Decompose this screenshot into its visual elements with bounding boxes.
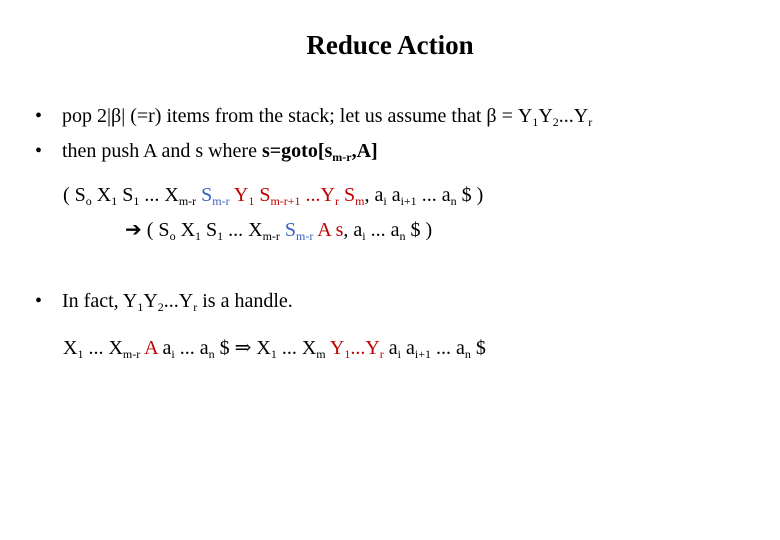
formula-text: ...Y xyxy=(558,105,589,127)
formula-text: | (=r) items from the stack; let us assume that xyxy=(121,105,487,127)
subscript-text: i+1 xyxy=(414,347,432,361)
subscript-text: 1 xyxy=(270,347,277,361)
formula-text: then push A and s where xyxy=(62,140,262,162)
subscript-text: i xyxy=(362,229,366,243)
configuration-before xyxy=(63,183,483,207)
formula-text: $ ) xyxy=(405,219,433,241)
right-arrow-icon: ➔ xyxy=(125,219,142,241)
formula-text: is a handle. xyxy=(197,290,293,312)
subscript-text: 2 xyxy=(552,115,559,129)
configuration-after xyxy=(125,218,432,242)
formula-text: ... X xyxy=(83,337,123,359)
subscript-text: i xyxy=(397,347,402,361)
formula-text: A s xyxy=(313,219,344,241)
bullet-pop xyxy=(35,104,592,128)
subscript-text: m-r xyxy=(178,194,197,208)
implies-arrow-icon: ⇒ xyxy=(234,337,252,359)
formula-text: ... X xyxy=(276,337,317,359)
subscript-text: m xyxy=(355,194,365,208)
formula-text: Y xyxy=(325,337,345,359)
bullet-marker: • xyxy=(35,140,43,162)
subscript-text: m-r xyxy=(262,229,280,243)
formula-text: $ ) xyxy=(456,184,484,206)
subscript-text: 1 xyxy=(344,347,351,361)
formula-text: Y xyxy=(143,290,158,312)
formula-text: $ xyxy=(214,337,235,359)
formula-text: a xyxy=(383,337,398,359)
formula-text: ... a xyxy=(174,337,209,359)
subscript-text: 1 xyxy=(532,115,539,129)
formula-text: $ xyxy=(470,337,486,359)
formula-text: , a xyxy=(364,184,384,206)
bullet-marker: • xyxy=(35,105,43,127)
formula-text: ... X xyxy=(139,184,179,206)
formula-text: ...Y xyxy=(163,290,194,312)
formula-text: ( S xyxy=(141,219,170,241)
formula-text: ,A] xyxy=(351,140,378,162)
subscript-text: n xyxy=(399,229,406,243)
formula-text: ...Y xyxy=(350,337,380,359)
formula-text: X xyxy=(251,337,271,359)
formula-text: pop 2| xyxy=(62,105,112,127)
formula-text: S xyxy=(196,184,213,206)
subscript-text: m-r xyxy=(332,150,352,164)
subscript-text: n xyxy=(450,194,457,208)
formula-text: a xyxy=(386,184,401,206)
subscript-text: m-r xyxy=(212,194,230,208)
subscript-text: 1 xyxy=(133,194,140,208)
subscript-text: r xyxy=(334,194,339,208)
beta-symbol: β xyxy=(111,105,122,127)
formula-text: a xyxy=(401,337,415,359)
formula-text: a xyxy=(157,337,172,359)
formula-text: In fact, Y xyxy=(62,290,138,312)
subscript-text: 1 xyxy=(111,194,118,208)
slide-title: Reduce Action xyxy=(306,30,474,60)
bullet-handle xyxy=(35,289,293,313)
subscript-text: r xyxy=(193,300,198,314)
subscript-text: 1 xyxy=(137,300,144,314)
subscript-text: m-r xyxy=(296,229,314,243)
subscript-text: o xyxy=(85,194,92,208)
formula-text: S xyxy=(254,184,271,206)
subscript-text: i+1 xyxy=(400,194,417,208)
formula-text: ... a xyxy=(416,184,451,206)
subscript-text: 2 xyxy=(157,300,164,314)
formula-text: ( S xyxy=(63,184,86,206)
formula-text: s=goto[s xyxy=(261,140,333,162)
bullet-marker: • xyxy=(35,290,43,312)
subscript-text: n xyxy=(464,347,471,361)
subscript-text: i xyxy=(383,194,387,208)
formula-text: A xyxy=(140,337,158,359)
subscript-text: m-r+1 xyxy=(270,194,301,208)
subscript-text: r xyxy=(588,115,593,129)
subscript-text: r xyxy=(379,347,384,361)
formula-text: X xyxy=(175,219,196,241)
beta-symbol: β xyxy=(486,105,497,127)
formula-text: , a xyxy=(343,219,363,241)
subscript-text: o xyxy=(169,229,176,243)
formula-text: ... a xyxy=(431,337,465,359)
formula-text: ... X xyxy=(223,219,263,241)
subscript-text: m xyxy=(316,347,326,361)
formula-text: = Y xyxy=(496,105,533,127)
bullet-push xyxy=(35,139,378,163)
subscript-text: i xyxy=(171,347,175,361)
formula-text: Y xyxy=(538,105,553,127)
formula-text: S xyxy=(338,184,356,206)
subscript-text: m-r xyxy=(122,347,141,361)
subscript-text: 1 xyxy=(217,229,224,243)
formula-text: Y xyxy=(229,184,249,206)
subscript-text: n xyxy=(208,347,215,361)
formula-text: X xyxy=(91,184,112,206)
formula-text: S xyxy=(117,184,134,206)
subscript-text: 1 xyxy=(195,229,202,243)
subscript-text: 1 xyxy=(248,194,255,208)
derivation-step xyxy=(63,336,486,360)
formula-text: X xyxy=(63,337,78,359)
subscript-text: 1 xyxy=(77,347,84,361)
formula-text: ...Y xyxy=(300,184,335,206)
formula-text: S xyxy=(201,219,218,241)
formula-text: S xyxy=(279,219,297,241)
formula-text: ... a xyxy=(365,219,400,241)
